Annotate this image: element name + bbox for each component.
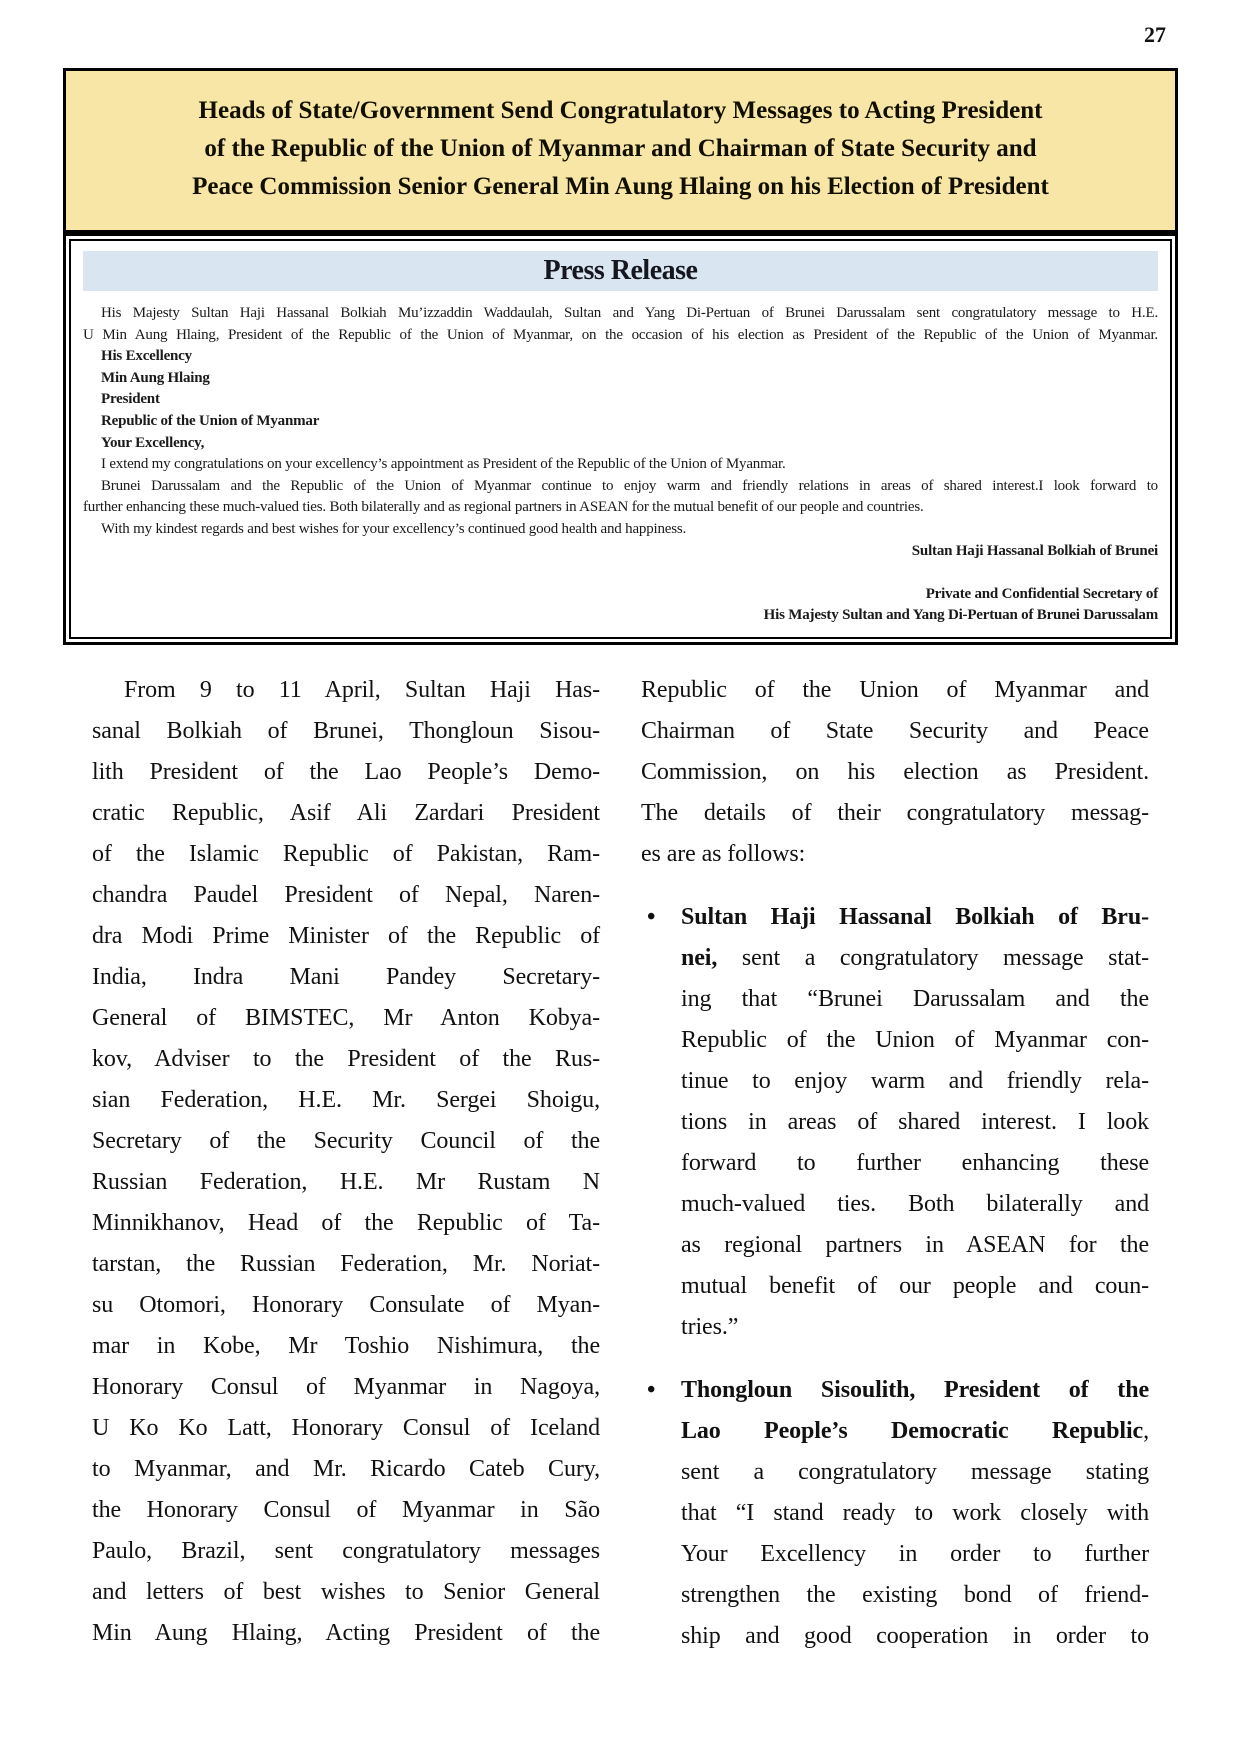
text-line: His Majesty Sultan Haji Hassanal Bolkiah Mu’izzaddin Waddaulah, Sultan and Yang Di-Pertuan of Brunei Darussalam sent congratulatory message to H.E. — [101, 305, 1158, 321]
press-release-box — [63, 233, 1178, 645]
press-release-title: Press Release — [543, 255, 698, 286]
text-line: Min Aung Hlaing, Acting President of the — [92, 1620, 600, 1646]
text-line: His Excellency — [101, 348, 192, 365]
text-line: chandra Paudel President of Nepal, Naren- — [92, 882, 600, 908]
press-release-body — [83, 303, 1158, 627]
text-line: Min Aung Hlaing — [101, 369, 210, 386]
text-line: Russian Federation, H.E. Mr Rustam N — [92, 1169, 600, 1195]
text-line: With my kindest regards and best wishes for your excellency’s continued good health and happiness. — [101, 520, 687, 537]
text-line: es are as follows: — [641, 841, 806, 867]
text-line: Sultan Haji Hassanal Bolkiah of Brunei — [911, 542, 1158, 559]
text-line: U Ko Ko Latt, Honorary Consul of Iceland — [92, 1415, 600, 1441]
text-line: • Sultan Haji Hassanal Bolkiah of Bru- — [681, 897, 1149, 938]
text-line: U Min Aung Hlaing, President of the Republic of the Union of Myanmar, on the occasion of his election as President of the Republic of the Union of Myanmar. — [83, 326, 1158, 343]
text-line: • Thongloun Sisoulith, President of the — [681, 1370, 1149, 1411]
article-left-column — [92, 670, 600, 1657]
text-line: to Myanmar, and Mr. Ricardo Cateb Cury, — [92, 1456, 600, 1482]
text-line: that “I stand ready to work closely with — [681, 1500, 1149, 1526]
title-banner — [63, 68, 1178, 233]
text-line: strengthen the existing bond of friend- — [681, 1582, 1149, 1608]
text-line: further enhancing these much-valued ties. Both bilaterally and as regional partners in ASEAN for the mutual benefit of our people and countries. — [83, 499, 924, 516]
text-line: forward to further enhancing these — [681, 1150, 1149, 1176]
text-line: The details of their congratulatory messag- — [641, 800, 1149, 826]
text-line: the Honorary Consul of Myanmar in São — [92, 1497, 600, 1523]
text-line: President — [101, 391, 160, 408]
text-line: Chairman of State Security and Peace — [641, 718, 1149, 744]
text-line: much-valued ties. Both bilaterally and — [681, 1191, 1149, 1217]
text-line: Private and Confidential Secretary of — [925, 585, 1158, 602]
text-line: Your Excellency, — [101, 434, 205, 451]
text-line: From 9 to 11 April, Sultan Haji Has- — [124, 677, 600, 703]
text-line: sian Federation, H.E. Mr. Sergei Shoigu, — [92, 1087, 600, 1113]
text-line: ing that “Brunei Darussalam and the — [681, 986, 1149, 1012]
text-line: Brunei Darussalam and the Republic of the Union of Myanmar continue to enjoy warm and friendly relations in areas of shared interest.I look forward to — [101, 477, 1158, 494]
text-line: His Majesty Sultan and Yang Di-Pertuan of Brunei Darussalam — [763, 607, 1158, 624]
text-line: su Otomori, Honorary Consulate of Myan- — [92, 1292, 600, 1318]
text-line: and letters of best wishes to Senior General — [92, 1579, 600, 1605]
text-line: tries.” — [681, 1314, 739, 1340]
text-line: tions in areas of shared interest. I look — [681, 1109, 1149, 1135]
text-line: cratic Republic, Asif Ali Zardari President — [92, 800, 600, 826]
press-release-inner-frame — [69, 239, 1172, 639]
text-line: mar in Kobe, Mr Toshio Nishimura, the — [92, 1333, 600, 1359]
text-line: nei, sent a congratulatory message stat- — [681, 945, 1149, 971]
text-line: tinue to enjoy warm and friendly rela- — [681, 1068, 1149, 1094]
text-line: lith President of the Lao People’s Demo- — [92, 759, 600, 785]
text-line: Commission, on his election as President. — [641, 759, 1149, 785]
text-line: Your Excellency in order to further — [681, 1541, 1149, 1567]
text-line: Lao People’s Democratic Republic, — [681, 1418, 1149, 1444]
page-number: 27 — [1144, 22, 1166, 47]
text-line: as regional partners in ASEAN for the — [681, 1232, 1149, 1258]
text-line: Heads of State/Government Send Congratulatory Messages to Acting President — [198, 97, 1043, 124]
text-line: Peace Commission Senior General Min Aung Hlaing on his Election of President — [192, 173, 1049, 200]
text-line: kov, Adviser to the President of the Rus- — [92, 1046, 600, 1072]
text-line: sanal Bolkiah of Brunei, Thongloun Sisou- — [92, 718, 600, 744]
text-line: Republic of the Union of Myanmar and — [641, 677, 1149, 703]
text-line: Paulo, Brazil, sent congratulatory messages — [92, 1538, 600, 1564]
text-line: Republic of the Union of Myanmar con- — [681, 1027, 1149, 1053]
text-line: Secretary of the Security Council of the — [92, 1128, 600, 1154]
text-line: I extend my congratulations on your excellency’s appointment as President of the Republic of the Union of Myanmar. — [101, 456, 786, 473]
text-line: of the Republic of the Union of Myanmar and Chairman of State Security and — [204, 135, 1037, 162]
article-columns — [92, 670, 1149, 1657]
text-line: Republic of the Union of Myanmar — [101, 412, 320, 429]
text-line — [83, 562, 1158, 584]
press-release-header-bar — [83, 251, 1158, 291]
text-line: ship and good cooperation in order to — [681, 1623, 1149, 1649]
text-line: Honorary Consul of Myanmar in Nagoya, — [92, 1374, 600, 1400]
text-line: sent a congratulatory message stating — [681, 1459, 1149, 1485]
text-line: of the Islamic Republic of Pakistan, Ram- — [92, 841, 600, 867]
text-line: mutual benefit of our people and coun- — [681, 1273, 1149, 1299]
text-line: General of BIMSTEC, Mr Anton Kobya- — [92, 1005, 600, 1031]
text-line: dra Modi Prime Minister of the Republic of — [92, 923, 600, 949]
text-line: tarstan, the Russian Federation, Mr. Noriat- — [92, 1251, 600, 1277]
article-right-column — [641, 670, 1149, 1657]
text-line: India, Indra Mani Pandey Secretary- — [92, 964, 600, 990]
text-line: Minnikhanov, Head of the Republic of Ta- — [92, 1210, 600, 1236]
